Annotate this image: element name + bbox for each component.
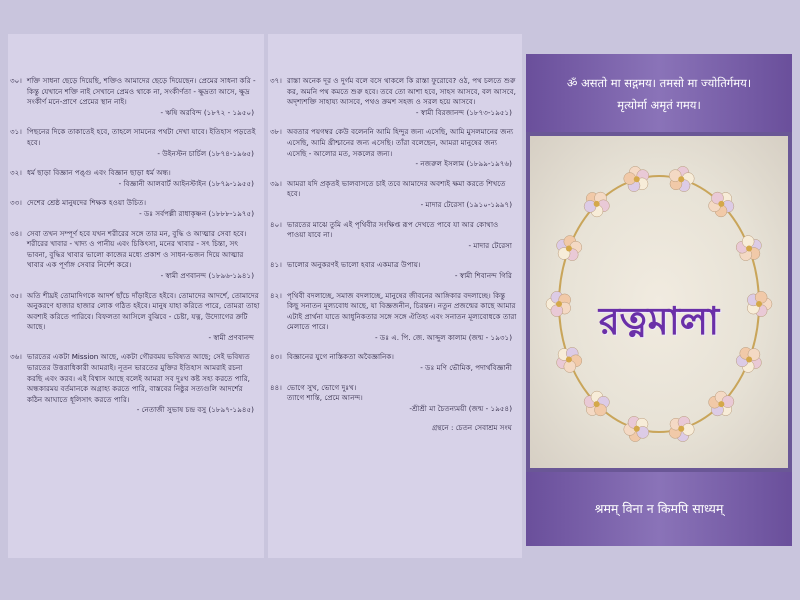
quote-text: অতি শীঘ্রই তোমাদিগকে আদর্শ ছাঁচে দাঁড়াইতে হইবে। তোমাদের আদর্শে, তোমাদের অনুকরণে হাজার হাজার লোক গঠিত হইবে। মানুষ যাহা করিতে পারে, তোমরা তাহা অবশ্যই করিতে পারিবে। বিফলতা আসিলে বুঝিবে - চেষ্টা, যত্ন, উদ্যোগের ক্রটি আছে।	[27, 290, 262, 332]
pearl-flower	[624, 166, 649, 191]
quote-number: ৩৩।	[10, 198, 22, 208]
quote-item	[270, 179, 518, 211]
quote-item	[10, 127, 260, 159]
quote-text: বিজ্ঞানের যুগে নাস্তিকতা অবৈজ্ঞানিক।	[287, 352, 395, 362]
quote-author: - মাদার টেরেসা (১৯১০-১৯৯৭)	[420, 199, 512, 209]
quote-text: ভারতের একটা Mission আছে, একটা গৌরবময় ভবিষ্যত আছে; সেই ভবিষ্যত ভারতের উত্তরাধিকারী আমরাই। নূতন ভারতের মুক্তির ইতিহাস আমরাই রচনা করছি এবং করব। এই বিশ্বাস আছে বলেই আমরা সব দুঃখ কষ্ট সহ্য করতে পারি, অন্ধকারময় বর্তমানকে অগ্রাহ্য করতে পারি, বাস্তবের নিষ্ঠুর সত্যগুলি আদর্শের কঠিন আঘাতে ধূলিসাৎ করতে পারি।	[27, 352, 253, 404]
cover-photo	[530, 136, 788, 468]
quote-item	[10, 198, 260, 219]
quote-number: ৪৩।	[270, 352, 282, 362]
quote-number: ৪০।	[270, 219, 282, 229]
book-title: রত্নমালা	[598, 298, 720, 343]
sanskrit-motto-line-2: मृत्योर्मा अमृतं गमय।	[617, 98, 701, 112]
quote-item	[10, 168, 260, 189]
quote-number: ৩২।	[10, 168, 22, 178]
sanskrit-motto-bottom: श्रमम् विना न किमपि साध्यम्	[594, 501, 724, 516]
quote-author: - ডঃ এ. পি. জে. আব্দুল কালাম (জন্ম - ১৯৩১)	[375, 332, 512, 342]
left-panel	[8, 34, 264, 558]
quote-text: পিছনের দিকে তাকাতেই হবে, তাহলে সামনের পথটা দেখা যাবে। ইতিহাস পড়তেই হবে।	[27, 127, 258, 147]
quote-text: পৃথিবী বদলাচ্ছে, সমাজ বদলাচ্ছে, মানুষের জীবনের আঙ্গিকার বদলাচ্ছে। কিন্তু কিছু সনাতন মূল্যবোধ আছে, যা বিজ্ঞজনীন, চিরন্তন। নতুন প্রজন্মের কাছে আমার এটাই প্রার্থনা যাতে আধুনিকতার সঙ্গে সঙ্গে ঐতিহ্য এবং সনাতন মূল্যবোধকে তারা মেলাতে পারে।	[287, 290, 519, 332]
quote-author: - ঋষি অরবিন্দ (১৮৭২ - ১৯৫০)	[160, 107, 254, 117]
pearl-flower	[669, 416, 694, 441]
left-quote-list	[8, 34, 264, 416]
quote-number: ৩৭।	[270, 76, 282, 85]
cover-panel	[526, 54, 792, 546]
quote-text: ভালোর অনুকরণই ভালো হবার একমাত্র উপায়।	[287, 260, 421, 270]
quote-author: - নেতাজী সুভাষ চন্দ্র বসু (১৮৯৭-১৯৪৫)	[136, 405, 254, 415]
quote-item	[270, 260, 518, 281]
quote-item	[270, 383, 518, 415]
quote-item	[10, 229, 260, 282]
quote-text: ভোগে সুখ, ভোগে দুঃখ। ত্যাগে শান্তি, প্রেমে আনন্দ।	[287, 382, 363, 403]
quote-item	[10, 291, 260, 344]
quote-author: - উইনস্টন চার্চিল (১৮৭৪-১৯৬৫)	[157, 148, 254, 158]
quote-number: ৩৬।	[10, 352, 22, 362]
sanskrit-motto-line-1: ॐ असतो मा सद्गमय। तमसो मा ज्योतिर्गमय।	[566, 76, 752, 90]
quote-author: - স্বামী প্রণবানন্দ	[208, 332, 254, 342]
middle-quote-list	[268, 34, 522, 414]
quote-item	[10, 352, 260, 416]
quote-author: -শ্রীশ্রী মা চৈতন্যময়ী (জন্ম - ১৯৫৪)	[409, 403, 512, 413]
cover-top-band	[526, 54, 792, 132]
quote-number: ৩০।	[10, 76, 22, 85]
quote-text: রাস্তা অনেক দূর ও দুর্গম বলে বসে থাকলে কি রাস্তা ফুরোবে? ওঠ, পথ চলতে শুরু কর, অমনি পথ কমতে শুরু হবে। তবে তো আশা হবে, সাহস আসবে, বল আসবে, অদৃশ্যশক্তি সাহায্য আসবে, পথও ক্রমশ সহজ ও সরল হয়ে আসবে।	[287, 76, 519, 107]
quote-author: - ডঃ মণি ভৌমিক, পদার্থবিজ্ঞানী	[420, 363, 512, 373]
quote-author: - স্বামী শিবানন্দ গিরি	[454, 270, 512, 280]
quote-author: - স্বামী প্রণবানন্দ (১৮৯৬-১৯৪১)	[160, 270, 254, 280]
credit-line: গ্রন্থনে : চেতন সেবাশ্রম সংঘ	[431, 423, 512, 433]
quote-text: সেবা তখন সম্পূর্ণ হবে যখন শরীরের সঙ্গে তার মন, বুদ্ধি ও আত্মার সেবা হবে। শরীরের খাবার - খাদ্য ও পানীয় এবং চিকিৎসা, মনের খাবার - সৎ চিন্তা, সৎ ভাবনা, বুদ্ধির খাবার ভালো কাজের মধ্যে প্রকাশ ও সাধন-ভজন দিয়ে আত্মার খাবার এক পূর্ণাঙ্গ সেবার নির্দেশ করে।	[27, 228, 249, 270]
quote-text: অবতার পয়গম্বর কেউ বলেননি আমি হিন্দুর জন্য এসেছি, আমি মুসলমানের জন্য এসেছি, আমি খ্রীশ্চানের জন্য এসেছি। তাঁরা বলেছেন, আমরা মানুষের জন্য এসেছি - আলোর মত, সকলের জন্য।	[287, 127, 516, 158]
pearl-flower	[736, 236, 761, 261]
quote-text: দেশের শ্রেষ্ঠ মানুষদের শিক্ষক হওয়া উচিত।	[27, 198, 147, 208]
quote-number: ৩১।	[10, 127, 22, 137]
quote-item	[270, 291, 518, 344]
quote-number: ৩৯।	[270, 178, 282, 188]
pearl-flower	[624, 416, 649, 441]
quote-number: ৩৪।	[10, 228, 22, 238]
quote-item	[10, 76, 260, 118]
quote-author: - নজরুল ইসলাম (১৮৯৯-১৯৭৬)	[415, 159, 512, 169]
quote-number: ৩৮।	[270, 127, 282, 137]
middle-panel	[268, 34, 522, 558]
pearl-flower	[557, 236, 582, 261]
quote-text: আমরা যদি প্রকৃতই ভালবাসতে চাই তবে আমাদের অবশ্যই ক্ষমা করতে শিখতে হবে।	[287, 178, 508, 199]
pearl-flower	[669, 166, 694, 191]
quote-number: ৪২।	[270, 290, 282, 300]
quote-item	[270, 352, 518, 373]
quote-author: - ডঃ সর্বপল্লী রাধাকৃষ্ণন (১৮৮৮-১৯৭৫)	[139, 208, 254, 218]
quote-author: - বিজ্ঞানী আলবার্ট আইনস্টাইন (১৮৭৯-১৯৫৫)	[118, 178, 254, 188]
quote-number: ৪১।	[270, 260, 282, 270]
quote-item	[270, 220, 518, 252]
quote-item	[270, 127, 518, 169]
quote-item	[270, 76, 518, 118]
quote-number: ৩৫।	[10, 290, 22, 300]
quote-text: শক্তি সাধনা ছেড়ে দিয়েছি, শক্তিও আমাদের ছেড়ে দিয়েছেন। প্রেমের সাধনা করি - কিন্তু যেখানে শক্তি নাই সেখানে প্রেমও থাকে না, সংকীর্ণতা - ক্ষুদ্রতা আসে, ক্ষুদ্র সংকীর্ণ মনে-প্রাণে প্রেমের স্থান নাই।	[27, 76, 258, 107]
quote-number: ৪৪।	[270, 382, 282, 392]
quote-text: ভারতের মাঝে তুমি এই পৃথিবীর সংক্ষিপ্ত রূপ দেখতে পাবে যা আর কোথাও পাওয়া যাবে না।	[287, 219, 501, 240]
quote-author: - স্বামী বিরজানন্দ (১৮৭৩-১৯৫১)	[415, 107, 512, 117]
quote-author: - মাদার টেরেসা	[468, 240, 512, 250]
quote-text: ধর্ম ছাড়া বিজ্ঞান পঙ্গু এবং বিজ্ঞান ছাড়া ধর্ম অন্ধ।	[27, 168, 171, 178]
